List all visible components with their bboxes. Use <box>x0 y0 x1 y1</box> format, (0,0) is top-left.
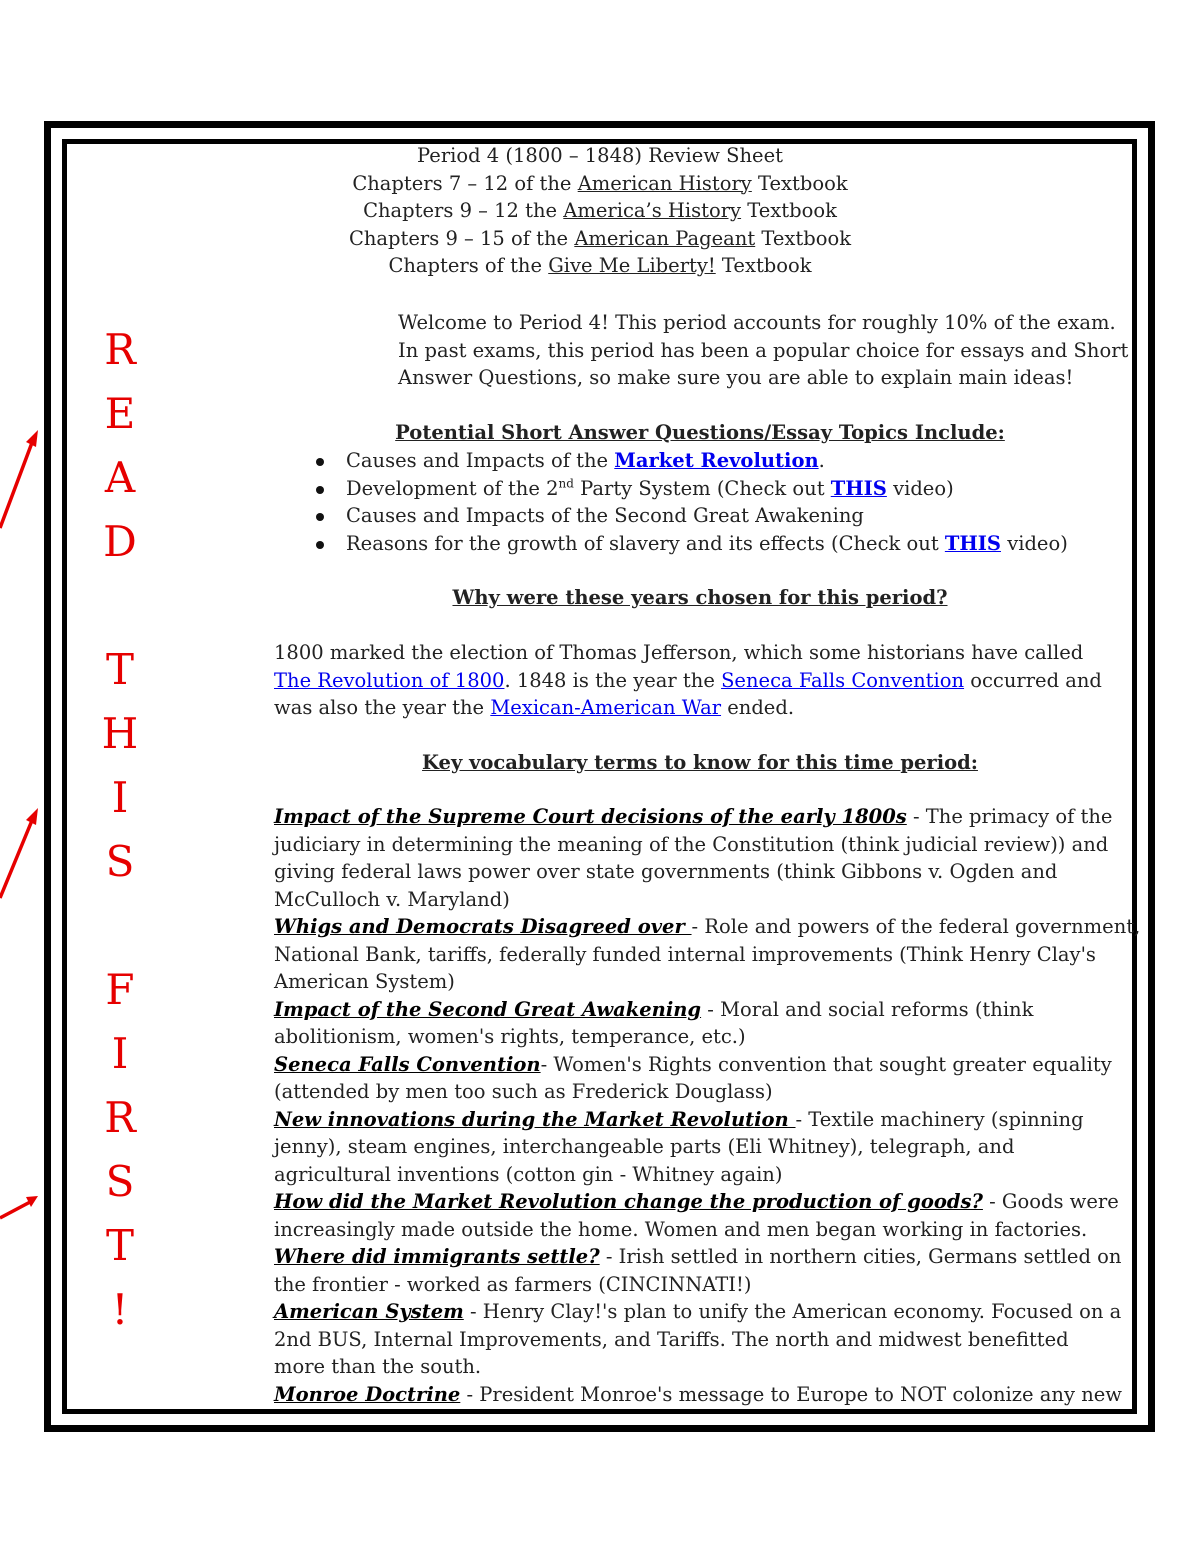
note-letter: I <box>111 773 129 822</box>
seneca-falls-link[interactable]: Seneca Falls Convention <box>721 668 965 692</box>
vocab-term: Where did immigrants settle? <box>274 1245 600 1268</box>
years-paragraph: 1800 marked the election of Thomas Jefferson, which some historians have called The Revolution of 1800. 1848 is the year the Seneca Falls Convention occurred and was also the year the Mexican-American War ended. <box>274 641 1102 719</box>
note-letter: H <box>101 709 139 758</box>
vocab-list <box>274 803 1144 1408</box>
note-letter: T <box>105 645 134 694</box>
note-letter: S <box>105 1157 135 1206</box>
list-item: Reasons for the growth of slavery and its effects (Check out THIS video) <box>312 530 1068 558</box>
textbook-line-american-history: Chapters 7 – 12 of the American History Textbook <box>352 171 848 195</box>
revolution-of-1800-link[interactable]: The Revolution of 1800 <box>274 668 505 692</box>
book-title-give-me-liberty: Give Me Liberty! <box>548 254 716 277</box>
textbook-line-americas-history: Chapters 9 – 12 the America’s History Textbook <box>363 199 837 222</box>
annotation-arrows <box>0 0 60 1553</box>
party-system-video-link[interactable]: THIS <box>830 476 887 500</box>
vocab-entry-supreme-court: Impact of the Supreme Court decisions of the early 1800s - The primacy of the judiciary in determining the meaning of the Constitution (think judicial review)) and giving federal laws power over state governments (think Gibbons v. Ogden and McCulloch v. Maryland) <box>274 805 1113 911</box>
book-title-american-history: American History <box>577 171 752 195</box>
note-letter: R <box>104 1093 136 1142</box>
vocab-term: Impact of the Second Great Awakening <box>274 997 702 1021</box>
bullet-icon <box>316 458 324 466</box>
topics-heading: Potential Short Answer Questions/Essay Topics Include: <box>395 421 1005 444</box>
slavery-video-link[interactable]: THIS <box>944 531 1001 555</box>
years-heading: Why were these years chosen for this period? <box>452 586 948 609</box>
intro-paragraph: Welcome to Period 4! This period accounts for roughly 10% of the exam. In past exams, this period has been a popular choice for essays and Short Answer Questions, so make sure you are able to explain main ideas! <box>398 311 1129 389</box>
vocab-term: Monroe Doctrine <box>274 1382 461 1406</box>
vocab-term: Whigs and Democrats Disagreed over <box>274 915 692 938</box>
book-title-american-pageant: American Pageant <box>574 226 756 250</box>
note-letter: I <box>111 1029 129 1078</box>
note-letter: R <box>104 325 136 374</box>
vocab-entry-market-innovations: New innovations during the Market Revolution - Textile machinery (spinning jenny), steam engines, interchangeable parts (Eli Whitney), telegraph, and agricultural inventions (cotton gin - Whitney again) <box>274 1107 1084 1186</box>
list-item: Causes and Impacts of the Market Revolution. <box>312 447 1068 475</box>
vocab-entry-monroe-doctrine: Monroe Doctrine - President Monroe's message to Europe to NOT colonize any new <box>274 1382 1122 1406</box>
bullet-icon <box>316 541 324 549</box>
note-letter: D <box>103 517 137 566</box>
list-item: Causes and Impacts of the Second Great Awakening <box>312 502 1068 530</box>
vocab-entry-immigrants: Where did immigrants settle? - Irish settled in northern cities, Germans settled on the frontier - worked as farmers (CINCINNATI!) <box>274 1245 1122 1296</box>
bullet-icon <box>316 513 324 521</box>
bullet-icon <box>316 486 324 494</box>
vocab-entry-production-of-goods: How did the Market Revolution change the production of goods? - Goods were increasingly made outside the home. Women and men began working in factories. <box>274 1190 1119 1241</box>
textbook-line-give-me-liberty: Chapters of the Give Me Liberty! Textbook <box>388 254 812 277</box>
document-header <box>100 142 1100 280</box>
book-title-americas-history: America’s History <box>563 199 742 222</box>
vocab-term: How did the Market Revolution change the production of goods? <box>274 1190 983 1213</box>
market-revolution-link[interactable]: Market Revolution <box>614 449 819 472</box>
textbook-line-american-pageant: Chapters 9 – 15 of the American Pageant Textbook <box>348 226 852 250</box>
vocab-term: Seneca Falls Convention <box>274 1052 541 1076</box>
vocab-heading: Key vocabulary terms to know for this time period: <box>422 751 978 774</box>
topics-list <box>312 447 1068 557</box>
vocab-term: American System <box>274 1300 464 1323</box>
arrow-icon <box>0 808 38 898</box>
list-item: Development of the 2nd Party System (Check out THIS video) <box>312 475 1068 503</box>
vocab-term: Impact of the Supreme Court decisions of the early 1800s <box>274 805 907 828</box>
mexican-american-war-link[interactable]: Mexican-American War <box>490 696 722 719</box>
vocab-term: New innovations during the Market Revolution <box>274 1107 796 1131</box>
note-letter: ! <box>111 1285 129 1334</box>
arrow-icon <box>0 1196 38 1218</box>
document-title: Period 4 (1800 – 1848) Review Sheet <box>417 144 783 167</box>
note-letter: T <box>105 1221 134 1270</box>
note-letter: E <box>104 389 136 438</box>
vocab-entry-whigs-democrats: Whigs and Democrats Disagreed over - Role and powers of the federal government, National Bank, tariffs, federally funded internal improvements (Think Henry Clay's American System) <box>274 915 1141 993</box>
vocab-entry-second-great-awakening: Impact of the Second Great Awakening - Moral and social reforms (think abolitionism, women's rights, temperance, etc.) <box>274 997 1034 1048</box>
note-letter: S <box>105 837 135 886</box>
vocab-entry-american-system: American System - Henry Clay!'s plan to unify the American economy. Focused on a 2nd BUS, Internal Improvements, and Tariffs. The north and midwest benefitted more than the south. <box>274 1300 1122 1378</box>
note-letter: F <box>105 965 135 1014</box>
note-letter: A <box>104 453 136 502</box>
arrow-icon <box>0 430 38 528</box>
vocab-entry-seneca-falls: Seneca Falls Convention- Women's Rights convention that sought greater equality (attended by men too such as Frederick Douglass) <box>274 1052 1112 1103</box>
